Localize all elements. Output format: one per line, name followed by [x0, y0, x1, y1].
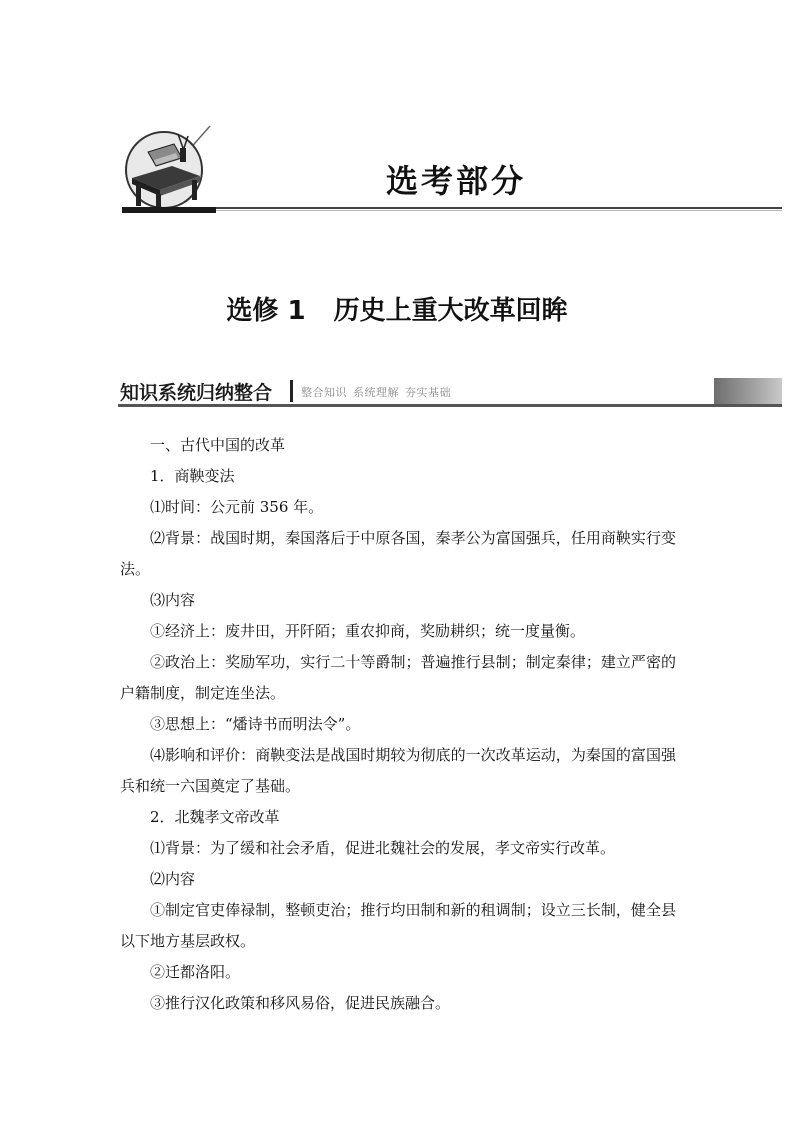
paragraph: ⑵背景：战国时期，秦国落后于中原各国，秦孝公为富国强兵，任用商鞅实行变法。: [120, 529, 676, 578]
paragraph: ⑷影响和评价：商鞅变法是战国时期较为彻底的一次改革运动，为秦国的富国强兵和统一六国奠定了基础。: [120, 746, 676, 795]
paragraph: ③思想上：“燔诗书而明法令”。: [150, 715, 361, 733]
paragraph: ①制定官吏俸禄制，整顿吏治；推行均田制和新的租调制；设立三长制，健全县以下地方基层政权。: [120, 901, 676, 950]
header-rule: [122, 207, 782, 209]
subheading-xiaowen: 2．北魏孝文帝改革: [150, 808, 280, 826]
section-sub-1: 整合知识: [301, 386, 347, 399]
paragraph: ⑴时间：公元前 356 年。: [150, 498, 324, 516]
paragraph: ①经济上：废井田，开阡陌；重农抑商，奖励耕织；统一度量衡。: [150, 622, 586, 640]
chapter-title: [0, 290, 794, 327]
desk-illustration: [118, 122, 218, 214]
section-sub-2: 系统理解: [353, 386, 399, 399]
chapter-label: 选修 1: [226, 296, 306, 326]
section-bar: [118, 378, 782, 406]
heading-ancient-reforms: 一、古代中国的改革: [150, 436, 286, 454]
subheading-shang-yang: 1．商鞅变法: [150, 467, 235, 485]
section-divider: [290, 380, 293, 402]
section-label: 知识系统归纳整合: [120, 382, 273, 404]
paragraph: ⑵内容: [150, 870, 196, 888]
section-underline: [118, 404, 782, 407]
section-sub-3: 夯实基础: [405, 386, 451, 399]
chapter-name: 历史上重大改革回眸: [333, 296, 568, 326]
paragraph: ⑴背景：为了缓和社会矛盾，促进北魏社会的发展，孝文帝实行改革。: [150, 839, 616, 857]
paragraph: ⑶内容: [150, 591, 196, 609]
paragraph: ②政治上：奖励军功，实行二十等爵制；普遍推行县制；制定秦律；建立严密的户籍制度，制定连坐法。: [120, 653, 676, 702]
section-subtitle: [301, 384, 457, 400]
body-text: [120, 430, 676, 1019]
header-rule-light: [216, 210, 782, 211]
header-rule-accent: [122, 207, 216, 213]
paragraph: ②迁都洛阳。: [150, 963, 241, 981]
part-title: 选考部分: [386, 162, 527, 200]
paragraph: ③推行汉化政策和移风易俗，促进民族融合。: [150, 994, 451, 1012]
section-gradient-block: [714, 378, 782, 404]
